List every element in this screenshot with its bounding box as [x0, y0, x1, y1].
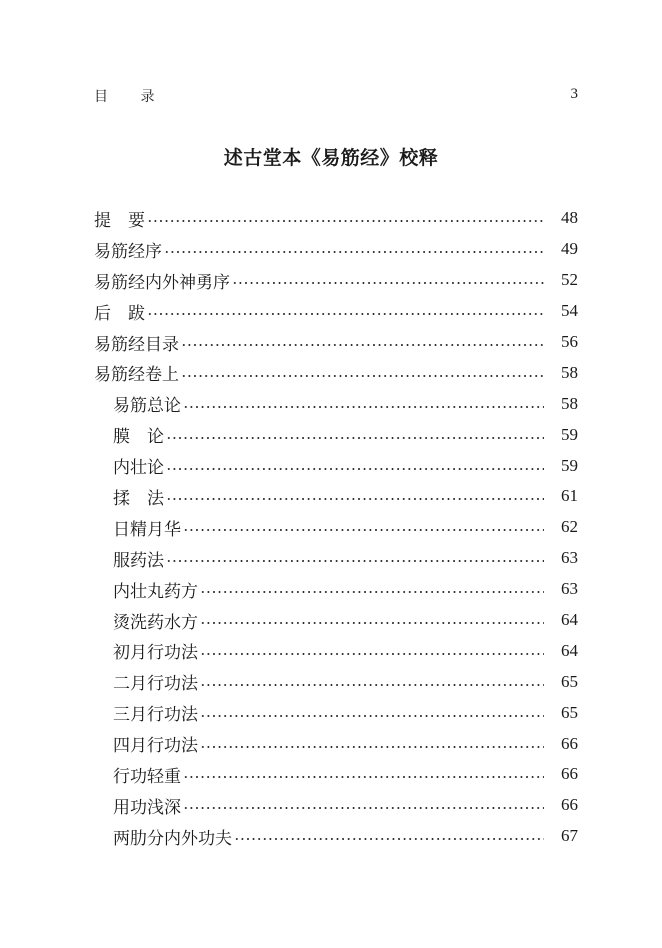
toc-entry-page-number: 64 — [561, 610, 578, 630]
toc-subentry[interactable] — [0, 635, 662, 666]
toc-entry-page-number: 56 — [561, 332, 578, 351]
toc-entry[interactable] — [0, 296, 662, 327]
toc-entry-label: 初月行功法 — [113, 643, 198, 664]
toc-entry-label: 四月行功法 — [113, 736, 198, 757]
toc-subentry[interactable] — [0, 512, 662, 543]
dot-leader — [166, 437, 544, 439]
dot-leader — [234, 838, 544, 840]
toc-entry-label: 行功轻重 — [113, 766, 181, 787]
toc-entry-label: 用功浅深 — [113, 797, 181, 818]
toc-entry[interactable] — [0, 265, 662, 296]
toc-entry-label: 后 跋 — [94, 303, 145, 324]
toc-entry-page-number: 59 — [561, 424, 578, 444]
toc-subentry[interactable] — [0, 481, 662, 512]
dot-leader — [232, 282, 544, 284]
dot-leader — [147, 313, 544, 315]
toc-subentry[interactable] — [0, 821, 662, 852]
toc-entry-label: 服药法 — [113, 550, 164, 571]
toc-entry-page-number: 63 — [561, 579, 578, 599]
toc-subentry[interactable] — [0, 574, 662, 605]
dot-leader — [200, 591, 544, 593]
dot-leader — [166, 498, 544, 500]
dot-leader — [181, 344, 544, 346]
running-head-title: 目 录 — [94, 89, 169, 105]
toc-entry[interactable] — [0, 234, 662, 265]
toc-entry-page-number: 64 — [561, 640, 578, 660]
toc-subentry[interactable] — [0, 759, 662, 790]
toc-subentry[interactable] — [0, 605, 662, 636]
toc-entry-label: 易筋经目录 — [94, 334, 179, 355]
page-number: 3 — [570, 86, 578, 102]
toc-subentry[interactable] — [0, 450, 662, 481]
toc-entry-page-number: 62 — [561, 517, 578, 537]
toc-entry-page-number: 63 — [561, 548, 578, 568]
toc-entry-label: 揉 法 — [113, 488, 164, 509]
toc-subentry[interactable] — [0, 790, 662, 821]
toc-entry-label: 内壮丸药方 — [113, 581, 198, 602]
toc-entry-page-number: 66 — [561, 795, 578, 815]
running-head — [94, 86, 578, 108]
dot-leader — [183, 406, 544, 408]
dot-leader — [183, 807, 544, 809]
dot-leader — [200, 684, 544, 686]
toc-entry-label: 易筋经内外神勇序 — [94, 272, 230, 293]
toc-entry-page-number: 61 — [561, 486, 578, 506]
toc-entry-label: 日精月华 — [113, 519, 181, 540]
toc-entry[interactable] — [0, 203, 662, 234]
toc-entry-page-number: 59 — [561, 455, 578, 475]
toc-entry-page-number: 66 — [561, 733, 578, 753]
toc-entry[interactable] — [0, 327, 662, 358]
toc-subentry[interactable] — [0, 666, 662, 697]
toc-entry-label: 易筋经序 — [94, 241, 162, 262]
dot-leader — [147, 220, 544, 222]
toc-entry-label: 提 要 — [94, 210, 145, 231]
toc-entry-label: 易筋经卷上 — [94, 365, 179, 386]
toc-entry-page-number: 48 — [561, 208, 578, 228]
dot-leader — [183, 529, 544, 531]
toc-entry-label: 三月行功法 — [113, 705, 198, 726]
dot-leader — [166, 560, 544, 562]
toc-entry-page-number: 65 — [561, 671, 578, 691]
dot-leader — [183, 776, 544, 778]
dot-leader — [200, 622, 544, 624]
toc-entry-page-number: 66 — [561, 764, 578, 784]
toc-entry-label: 二月行功法 — [113, 674, 198, 695]
dot-leader — [166, 468, 544, 470]
dot-leader — [200, 715, 544, 717]
toc-subentry[interactable] — [0, 697, 662, 728]
dot-leader — [181, 375, 544, 377]
toc-subentry[interactable] — [0, 419, 662, 450]
dot-leader — [200, 653, 544, 655]
toc-entry[interactable] — [0, 357, 662, 388]
toc-entry-page-number: 54 — [561, 301, 578, 321]
toc-entry-page-number: 58 — [561, 393, 578, 413]
toc-entry-label: 内壮论 — [113, 458, 164, 479]
toc-entry-label: 膜 论 — [113, 427, 164, 448]
table-of-contents — [0, 203, 662, 852]
toc-subentry[interactable] — [0, 388, 662, 419]
toc-entry-page-number: 49 — [561, 239, 578, 259]
toc-entry-page-number: 67 — [561, 826, 578, 846]
dot-leader — [200, 746, 544, 748]
toc-entry-page-number: 52 — [561, 270, 578, 290]
toc-subentry[interactable] — [0, 728, 662, 759]
toc-entry-label: 烫洗药水方 — [113, 612, 198, 633]
dot-leader — [164, 251, 544, 253]
section-title: 述古堂本《易筋经》校释 — [223, 147, 439, 169]
toc-entry-label: 两肋分内外功夫 — [113, 828, 232, 849]
toc-entry-label: 易筋总论 — [113, 396, 181, 417]
toc-entry-page-number: 58 — [561, 362, 578, 382]
toc-entry-page-number: 65 — [561, 702, 578, 722]
toc-subentry[interactable] — [0, 543, 662, 574]
